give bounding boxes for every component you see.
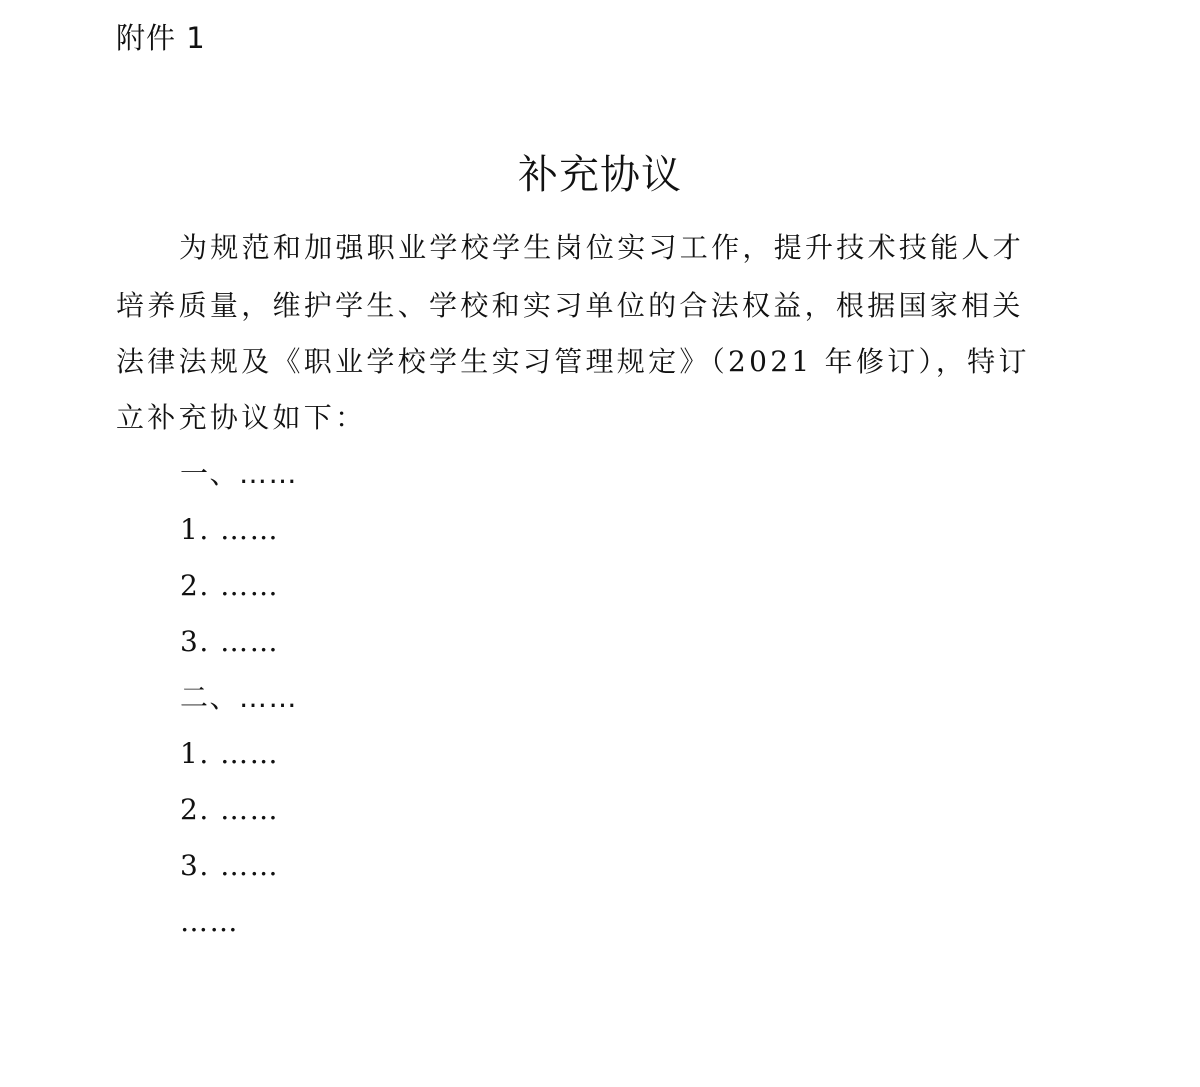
document-title: 补充协议 (518, 152, 682, 198)
intro-line-4: 立补充协议如下： (116, 401, 367, 434)
section-1-heading: 一、…… (180, 457, 299, 490)
intro-line-3: 法律法规及《职业学校学生实习管理规定》（2021 年修订），特订 (116, 345, 1030, 378)
section-1-item-1: 1. …… (180, 513, 280, 546)
intro-line-2: 培养质量，维护学生、学校和实习单位的合法权益，根据国家相关 (116, 289, 1024, 322)
section-1-item-2: 2. …… (180, 569, 280, 602)
section-2-item-1: 1. …… (180, 737, 280, 770)
intro-line-1: 为规范和加强职业学校学生岗位实习工作，提升技术技能人才 (179, 231, 1025, 264)
section-2-item-2: 2. …… (180, 793, 280, 826)
attachment-label: 附件 1 (116, 21, 206, 55)
trailing-ellipsis: …… (180, 905, 239, 938)
section-2-heading: 二、…… (180, 681, 299, 714)
section-1-item-3: 3. …… (180, 625, 280, 658)
section-2-item-3: 3. …… (180, 849, 280, 882)
